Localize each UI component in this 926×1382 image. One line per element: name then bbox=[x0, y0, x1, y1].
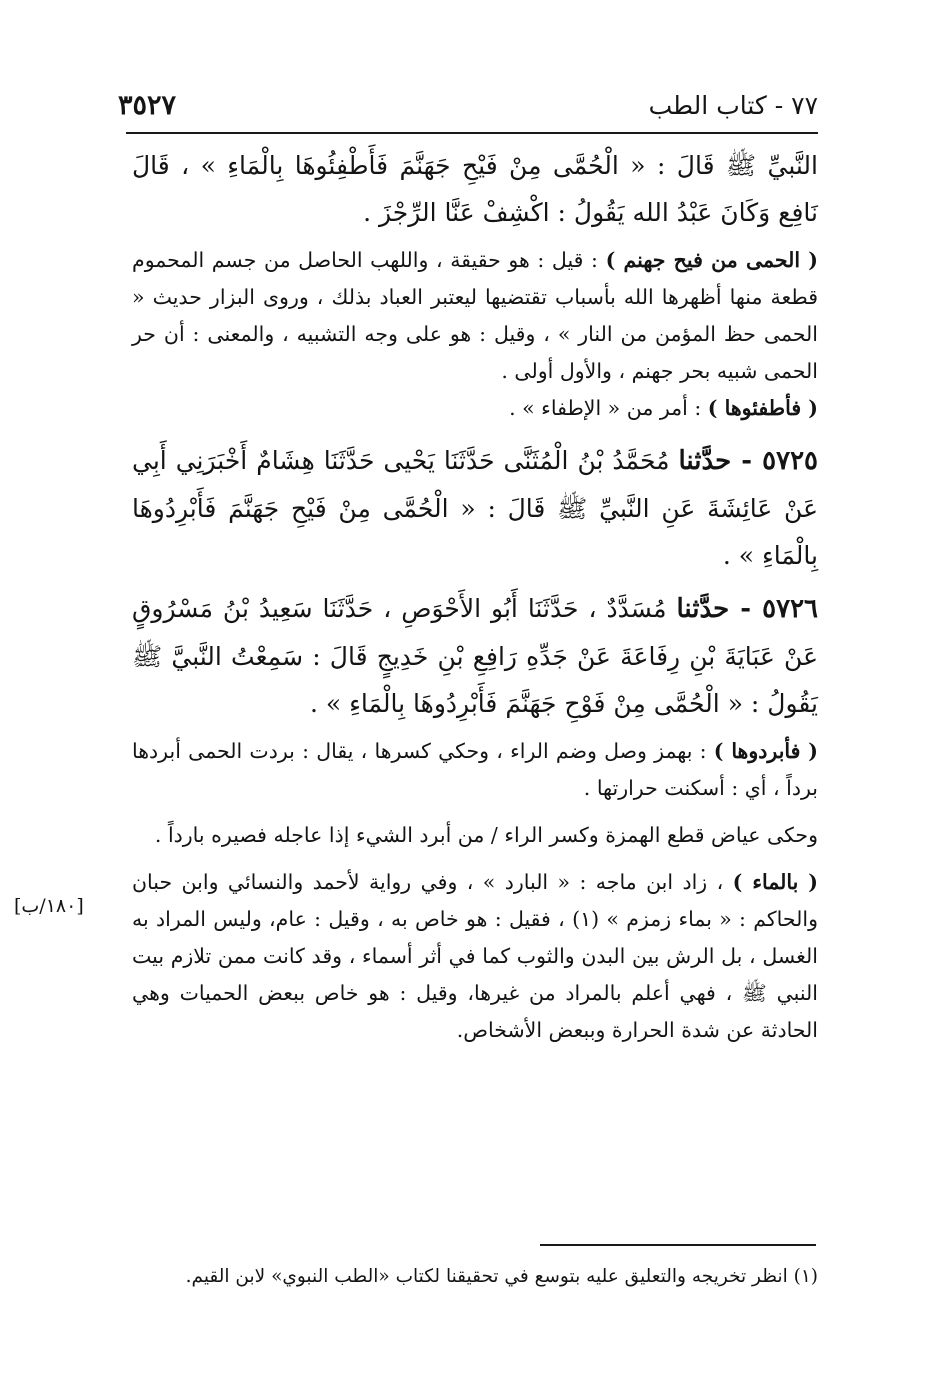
commentary-paragraph bbox=[132, 733, 818, 807]
commentary-text: ، زاد ابن ماجه : « البارد » ، وفي رواية لأحمد والنسائي وابن حبان والحاكم : « بماء زمزم » (١) ، فقيل : هو خاص به ، وقيل : عام، وليس المراد به الغسل ، بل الرش بين البدن والثوب كما في أثر أسماء ، وقد كانت ممن تلازم بيت النبي ﷺ ، فهي أعلم بالمراد من غيرها، وقيل : هو خاص ببعض الحميات وهي الحادثة عن شدة الحرارة وببعض الأشخاص. bbox=[132, 870, 819, 1042]
commentary-term: ( الحمى من فيح جهنم ) bbox=[605, 248, 818, 272]
commentary-term: ( بالماء ) bbox=[732, 870, 818, 894]
commentary-paragraph bbox=[132, 817, 818, 854]
commentary-paragraph bbox=[132, 864, 818, 1049]
commentary-paragraph bbox=[132, 390, 818, 427]
page-header bbox=[118, 88, 818, 128]
main-text bbox=[132, 142, 818, 1049]
hadith-text: النَّبيِّ ﷺ قَالَ : « الْحُمَّى مِنْ فَيْحِ جَهَنَّمَ فَأَطْفِئُوهَا بِالْمَاءِ » ، قَالَ نَافِع وَكَانَ عَبْدُ الله يَقُولُ : اكْشِفْ عَنَّا الرِّجْزَ . bbox=[132, 151, 818, 227]
page-number: ٣٥٢٧ bbox=[118, 90, 177, 121]
footnote: (١) انظر تخريجه والتعليق عليه بتوسع في تحقيقنا لكتاب «الطب النبوي» لابن القيم. bbox=[185, 1266, 818, 1287]
manuscript-folio-marker: [١٨٠/ب] bbox=[14, 895, 84, 917]
hadith-number: ٥٧٢٦ - حدَّثنا bbox=[676, 594, 819, 624]
hadith-5726 bbox=[132, 585, 818, 727]
hadith-5725 bbox=[132, 437, 818, 579]
commentary-term: ( فأطفئوها ) bbox=[707, 396, 818, 420]
commentary-paragraph bbox=[132, 242, 818, 390]
commentary-text: : أمر من « الإطفاء » . bbox=[509, 396, 708, 420]
footnote-divider bbox=[540, 1244, 816, 1246]
commentary-text: : قيل : هو حقيقة ، واللهب الحاصل من جسم المحموم قطعة منها أظهرها الله بأسباب تقتضيها ليعتبر العباد بذلك ، وروى البزار حديث « الحمى حظ المؤمن من النار » ، وقيل : هو على وجه التشبيه ، والمعنى : أن حر الحمى شبيه بحر جهنم ، والأول أولى . bbox=[132, 248, 818, 383]
commentary-text: وحكى عياض قطع الهمزة وكسر الراء / من أبرد الشيء إذا عاجله فصيره بارداً . bbox=[154, 823, 818, 847]
header-divider bbox=[126, 132, 818, 134]
chapter-title: ٧٧ - كتاب الطب bbox=[648, 91, 818, 120]
hadith-continuation bbox=[132, 142, 818, 236]
hadith-text: مُحَمَّدُ بْنُ الْمُثَنَّى حَدَّثَنَا يَحْيى حَدَّثَنَا هِشَامٌ أَخْبَرَنِي أَبِي عَنْ عَائِشَةَ عَنِ النَّبيِّ ﷺ قَالَ : « الْحُمَّى مِنْ فَيْحِ جَهَنَّمَ فَأَبْرِدُوهَا بِالْمَاءِ » . bbox=[132, 446, 818, 570]
hadith-number: ٥٧٢٥ - حدَّثنا bbox=[678, 446, 819, 476]
hadith-text: مُسَدَّدٌ ، حَدَّثَنَا أَبُو الأَحْوَصِ ، حَدَّثَنَا سَعِيدُ بْنُ مَسْرُوقٍ عَنْ عَبَايَةَ بْنِ رِفَاعَةَ عَنْ جَدِّهِ رَافِعِ بْنِ خَدِيجٍ قَالَ : سَمِعْتُ النَّبيَّ ﷺ يَقُولُ : « الْحُمَّى مِنْ فَوْحِ جَهَنَّمَ فَأَبْرِدُوهَا بِالْمَاءِ » . bbox=[132, 594, 818, 718]
commentary-text: : بهمز وصل وضم الراء ، وحكي كسرها ، يقال : بردت الحمى أبردها برداً ، أي : أسكنت حرارتها . bbox=[132, 739, 818, 800]
commentary-term: ( فأبردوها ) bbox=[713, 739, 818, 763]
